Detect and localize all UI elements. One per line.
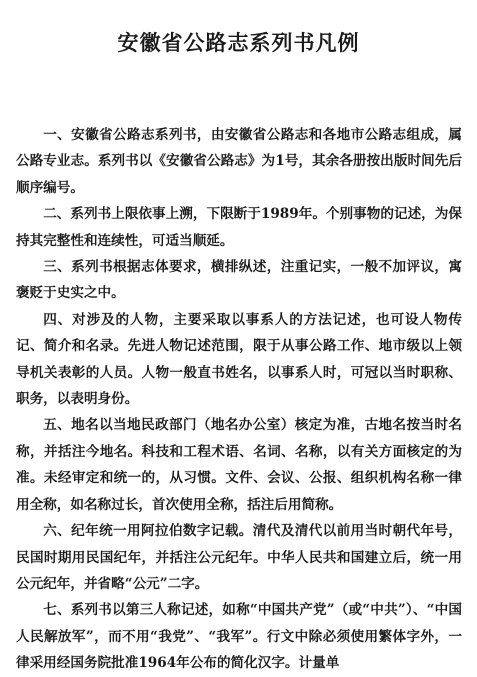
paragraph-2: 二、系列书上限依事上溯，下限断于1989年。个别事物的记述，为保持其完整性和连续性，可适当顺延。 — [16, 206, 462, 249]
paragraph-6: 六、纪年统一用阿拉伯数字记载。清代及清代以前用当时朝代年号，民国时期用民国纪年，并括注公元纪年。中华人民共和国建立后，统一用公元纪年，并省略“公元”二字。 — [16, 523, 462, 592]
body-text — [16, 122, 462, 677]
paragraph-3: 三、系列书根据志体要求，横排纵述，注重记实，一般不加评议，寓褒贬于史实之中。 — [16, 259, 462, 302]
paragraph-7: 七、系列书以第三人称记述，如称“中国共产党”（或“中共”）、“中国人民解放军”，而不用“我党”、“我军”。行文中除必须使用繁体字外，一律采用经国务院批准1964年公布的简化汉字。计量单 — [16, 602, 462, 672]
paragraph-1: 一、安徽省公路志系列书，由安徽省公路志和各地市公路志组成，属公路专业志。系列书以《安徽省公路志》为1号，其余各册按出版时间先后顺序编号。 — [16, 127, 462, 196]
paragraph-5: 五、地名以当地民政部门（地名办公室）核定为准，古地名按当时名称，并括注今地名。科技和工程术语、名词、名称，以有关方面核定的为准。未经审定和统一的，从习惯。文件、会议、公报、组织机构名称一律用全称，如名称过长，首次使用全称，括注后用简称。 — [16, 417, 462, 513]
paragraph-4: 四、对涉及的人物，主要采取以事系人的方法记述，也可设人物传记、简介和名录。先进人物记述范围，限于从事公路工作、地市级以上领导机关表彰的人员。人物一般直书姓名，以事系人时，可冠以当时职称、职务，以表明身份。 — [16, 311, 462, 408]
page-title: 安徽省公路志系列书凡例 — [117, 30, 360, 56]
